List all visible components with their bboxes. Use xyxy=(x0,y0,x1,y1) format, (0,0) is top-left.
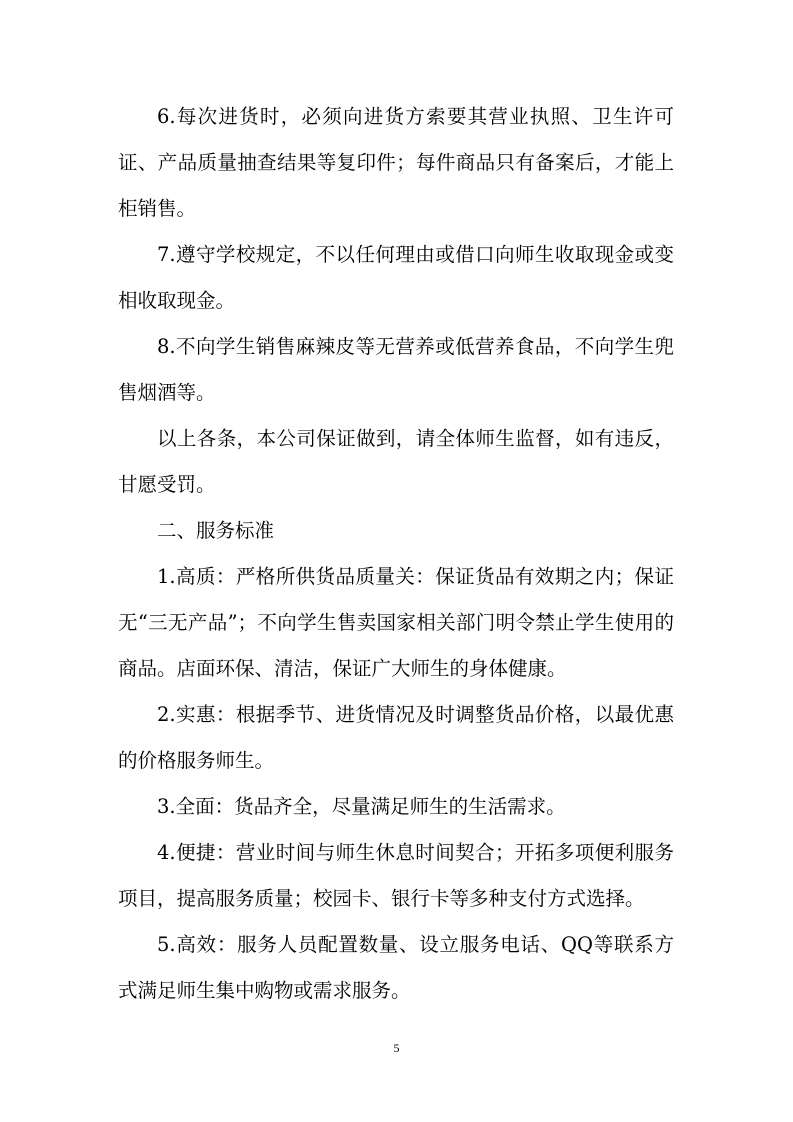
paragraph-rule-6: 6.每次进货时，必须向进货方索要其营业执照、卫生许可证、产品质量抽查结果等复印件；每件商品只有备案后，才能上柜销售。 xyxy=(118,105,674,220)
paragraph-rule-7: 7.遵守学校规定，不以任何理由或借口向师生收取现金或变相收取现金。 xyxy=(118,243,674,312)
paragraph-standard-3-comprehensive: 3.全面：货品齐全，尽量满足师生的生活需求。 xyxy=(157,795,566,818)
paragraph-standard-5-efficiency: 5.高效：服务人员配置数量、设立服务电话、QQ等联系方式满足师生集中购物或需求服务。 xyxy=(118,933,674,1002)
page-number: 5 xyxy=(393,1041,400,1055)
paragraph-pledge: 以上各条，本公司保证做到，请全体师生监督，如有违反，甘愿受罚。 xyxy=(118,427,674,496)
paragraph-standard-4-convenience: 4.便捷：营业时间与师生休息时间契合；开拓多项便利服务项目，提高服务质量；校园卡、银行卡等多种支付方式选择。 xyxy=(118,841,674,910)
paragraph-rule-8: 8.不向学生销售麻辣皮等无营养或低营养食品，不向学生兜售烟酒等。 xyxy=(118,335,674,404)
document-body xyxy=(118,94,674,1014)
section-heading-service-standards: 二、服务标准 xyxy=(157,519,275,542)
paragraph-standard-2-value: 2.实惠：根据季节、进货情况及时调整货品价格，以最优惠的价格服务师生。 xyxy=(118,703,674,772)
paragraph-standard-1-quality: 1.高质：严格所供货品质量关：保证货品有效期之内；保证无“三无产品”；不向学生售卖国家相关部门明令禁止学生使用的商品。店面环保、清洁，保证广大师生的身体健康。 xyxy=(118,565,674,680)
